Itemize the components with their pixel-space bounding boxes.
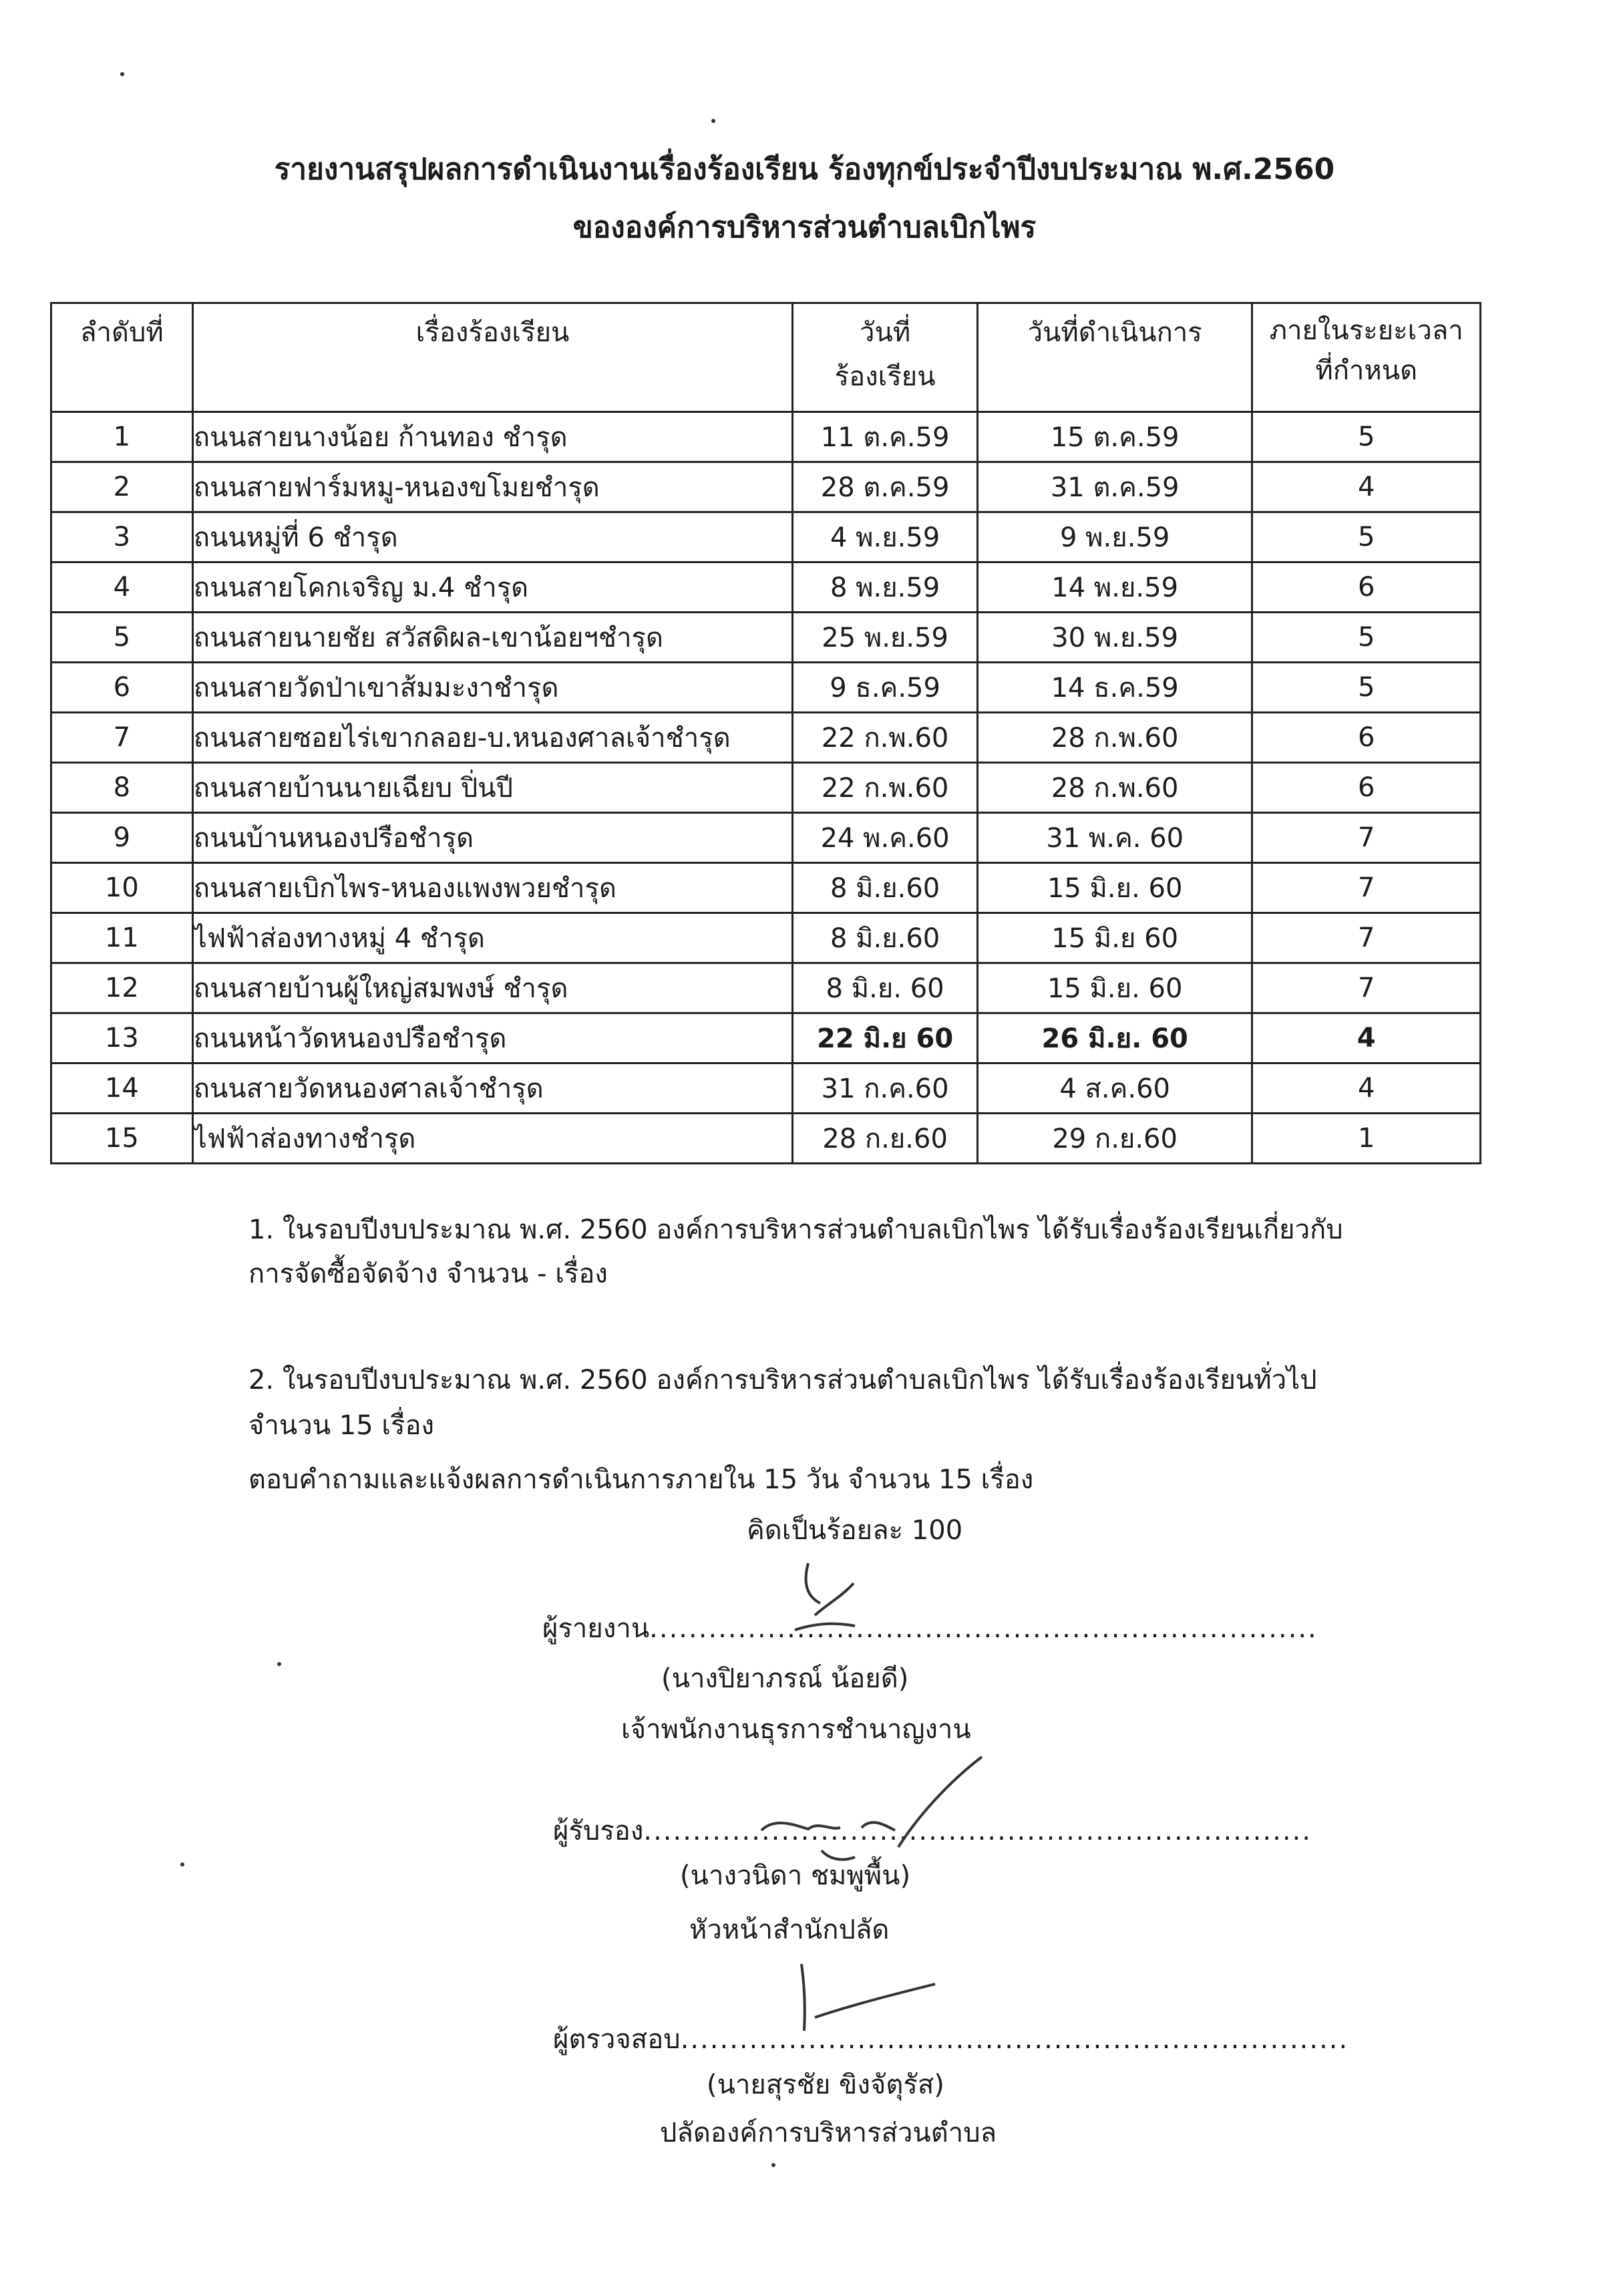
summary-1-line-2: การจัดซื้อจัดจ้าง จำนวน - เรื่อง [248, 1259, 608, 1289]
reporter-name: (นางปิยาภรณ์ น้อยดี) [661, 1663, 909, 1694]
complaint-date: 28 ต.ค.59 [793, 462, 978, 512]
table-row [51, 713, 1481, 763]
complaint-date: 8 มิ.ย.60 [793, 913, 978, 963]
action-date: 9 พ.ย.59 [977, 512, 1252, 562]
row-number: 10 [51, 863, 193, 913]
summary-2-line-2: จำนวน 15 เรื่อง [248, 1410, 435, 1441]
header-complaint-date-line2: ร้องเรียน [834, 361, 936, 392]
inspector-signature-scribble [788, 1957, 948, 2044]
certifier-name: (นางวนิดา ชมพูพื้น) [680, 1860, 911, 1891]
table-row [51, 1114, 1481, 1164]
complaint-date: 22 ก.พ.60 [793, 763, 978, 813]
complaint-date: 25 พ.ย.59 [793, 613, 978, 663]
complaint-subject: ถนนสายบ้านนายเฉียบ ปิ่นปี [192, 763, 792, 813]
row-number: 14 [51, 1063, 193, 1114]
action-date: 29 ก.ย.60 [977, 1114, 1252, 1164]
table-header-row [51, 303, 1481, 412]
report-subtitle: ขององค์การบริหารส่วนตำบลเบิกไพร [572, 210, 1037, 244]
days-taken: 7 [1252, 863, 1481, 913]
row-number: 5 [51, 613, 193, 663]
complaint-subject: ถนนสายฟาร์มหมู-หนองขโมยชำรุด [192, 462, 792, 512]
action-date: 14 พ.ย.59 [977, 562, 1252, 613]
row-number: 4 [51, 562, 193, 613]
table-row [51, 562, 1481, 613]
table-row [51, 412, 1481, 462]
header-action-date: วันที่ดำเนินการ [977, 303, 1252, 412]
days-taken: 5 [1252, 412, 1481, 462]
report-title: รายงานสรุปผลการดำเนินงานเรื่องร้องเรียน ร้องทุกข์ประจำปีงบประมาณ พ.ศ.2560 [274, 152, 1335, 186]
row-number: 8 [51, 763, 193, 813]
row-number: 12 [51, 963, 193, 1013]
days-taken: 5 [1252, 663, 1481, 713]
days-taken: 5 [1252, 613, 1481, 663]
scan-speck [180, 1862, 184, 1866]
table-row [51, 1063, 1481, 1114]
row-number: 3 [51, 512, 193, 562]
complaint-subject: ถนนสายวัดหนองศาลเจ้าชำรุด [192, 1063, 792, 1114]
action-date: 14 ธ.ค.59 [977, 663, 1252, 713]
action-date: 15 ต.ค.59 [977, 412, 1252, 462]
complaint-subject: ถนนหมู่ที่ 6 ชำรุด [192, 512, 792, 562]
table-row [51, 462, 1481, 512]
header-no: ลำดับที่ [51, 303, 193, 412]
header-subject: เรื่องร้องเรียน [192, 303, 792, 412]
complaint-subject: ถนนสายโคกเจริญ ม.4 ชำรุด [192, 562, 792, 613]
complaint-subject: ไฟฟ้าส่องทางหมู่ 4 ชำรุด [192, 913, 792, 963]
scan-speck [277, 1662, 281, 1666]
days-taken: 7 [1252, 813, 1481, 863]
table-row [51, 813, 1481, 863]
row-number: 2 [51, 462, 193, 512]
table-row [51, 963, 1481, 1013]
header-complaint-date-line1: วันที่ [860, 317, 911, 348]
action-date: 31 พ.ค. 60 [977, 813, 1252, 863]
action-date: 31 ต.ค.59 [977, 462, 1252, 512]
complaint-subject: ถนนสายซอยไร่เขากลอย-บ.หนองศาลเจ้าชำรุด [192, 713, 792, 763]
inspector-position: ปลัดองค์การบริหารส่วนตำบล [660, 2118, 997, 2148]
days-taken: 4 [1252, 1013, 1481, 1063]
header-time-limit [1252, 303, 1481, 412]
complaint-date: 22 ก.พ.60 [793, 713, 978, 763]
reporter-signature-line [542, 1607, 1318, 1649]
header-complaint-date [793, 303, 978, 412]
table-row [51, 1013, 1481, 1063]
dotted-line: .................................................................... [680, 2024, 1349, 2055]
complaint-date: 8 พ.ย.59 [793, 562, 978, 613]
complaint-subject: ถนนสายบ้านผู้ใหญ่สมพงษ์ ชำรุด [192, 963, 792, 1013]
summary-1-line-1: 1. ในรอบปีงบประมาณ พ.ศ. 2560 องค์การบริหารส่วนตำบลเบิกไพร ได้รับเรื่องร้องเรียนเกี่ยวกับ [248, 1214, 1343, 1245]
days-taken: 6 [1252, 713, 1481, 763]
dotted-line: .................................................................... [649, 1613, 1318, 1644]
complaint-date: 24 พ.ค.60 [793, 813, 978, 863]
inspector-name: (นายสุรชัย ขิงจัตุรัส) [707, 2070, 944, 2100]
days-taken: 7 [1252, 913, 1481, 963]
action-date: 28 ก.พ.60 [977, 763, 1252, 813]
reporter-label: ผู้รายงาน [542, 1613, 650, 1644]
reporter-signature-scribble [768, 1556, 902, 1650]
days-taken: 4 [1252, 462, 1481, 512]
action-date: 15 มิ.ย. 60 [977, 963, 1252, 1013]
summary-2-line-1: 2. ในรอบปีงบประมาณ พ.ศ. 2560 องค์การบริหารส่วนตำบลเบิกไพร ได้รับเรื่องร้องเรียนทั่วไป [248, 1365, 1317, 1396]
days-taken: 6 [1252, 763, 1481, 813]
summary-2-line-3: ตอบคำถามและแจ้งผลการดำเนินการภายใน 15 วัน จำนวน 15 เรื่อง [248, 1464, 1034, 1495]
inspector-label: ผู้ตรวจสอบ [553, 2024, 681, 2055]
dotted-line: .................................................................... [643, 1816, 1312, 1846]
complaint-subject: ถนนสายวัดป่าเขาส้มมะงาชำรุด [192, 663, 792, 713]
action-date: 30 พ.ย.59 [977, 613, 1252, 663]
certifier-signature-scribble [755, 1750, 995, 1877]
header-time-limit-line2: ที่กำหนด [1315, 355, 1418, 386]
days-taken: 1 [1252, 1114, 1481, 1164]
scan-speck [120, 72, 124, 76]
table-row [51, 863, 1481, 913]
complaint-date: 8 มิ.ย.60 [793, 863, 978, 913]
complaint-subject: ถนนสายนายชัย สวัสดิผล-เขาน้อยฯชำรุด [192, 613, 792, 663]
header-time-limit-line1: ภายในระยะเวลา [1269, 315, 1463, 346]
complaint-date: 31 ก.ค.60 [793, 1063, 978, 1114]
table-row [51, 763, 1481, 813]
complaint-subject: ถนนสายนางน้อย ก้านทอง ชำรุด [192, 412, 792, 462]
action-date: 4 ส.ค.60 [977, 1063, 1252, 1114]
complaint-subject: ถนนหน้าวัดหนองปรือชำรุด [192, 1013, 792, 1063]
scan-speck [771, 2163, 775, 2167]
certifier-position: หัวหน้าสำนักปลัด [689, 1915, 890, 1945]
row-number: 6 [51, 663, 193, 713]
complaint-subject: ถนนสายเบิกไพร-หนองแพงพวยชำรุด [192, 863, 792, 913]
reporter-position: เจ้าพนักงานธุรการชำนาญงาน [621, 1714, 971, 1745]
days-taken: 6 [1252, 562, 1481, 613]
certifier-label: ผู้รับรอง [553, 1816, 644, 1846]
action-date: 15 มิ.ย. 60 [977, 863, 1252, 913]
table-row [51, 512, 1481, 562]
days-taken: 5 [1252, 512, 1481, 562]
complaints-table [50, 302, 1481, 1164]
table-row [51, 613, 1481, 663]
inspector-signature-line [553, 2017, 1349, 2060]
complaint-date: 22 มิ.ย 60 [793, 1013, 978, 1063]
complaint-date: 4 พ.ย.59 [793, 512, 978, 562]
row-number: 15 [51, 1114, 193, 1164]
row-number: 9 [51, 813, 193, 863]
row-number: 11 [51, 913, 193, 963]
table-row [51, 913, 1481, 963]
scan-speck [711, 119, 715, 123]
complaint-date: 8 มิ.ย. 60 [793, 963, 978, 1013]
row-number: 13 [51, 1013, 193, 1063]
complaint-date: 11 ต.ค.59 [793, 412, 978, 462]
action-date: 28 ก.พ.60 [977, 713, 1252, 763]
table-body [51, 412, 1481, 1164]
summary-2-percentage: คิดเป็นร้อยละ 100 [747, 1515, 963, 1546]
action-date: 15 มิ.ย 60 [977, 913, 1252, 963]
complaint-date: 9 ธ.ค.59 [793, 663, 978, 713]
days-taken: 7 [1252, 963, 1481, 1013]
complaint-subject: ถนนบ้านหนองปรือชำรุด [192, 813, 792, 863]
complaint-subject: ไฟฟ้าส่องทางชำรุด [192, 1114, 792, 1164]
row-number: 7 [51, 713, 193, 763]
row-number: 1 [51, 412, 193, 462]
days-taken: 4 [1252, 1063, 1481, 1114]
table-row [51, 663, 1481, 713]
complaint-date: 28 ก.ย.60 [793, 1114, 978, 1164]
action-date: 26 มิ.ย. 60 [977, 1013, 1252, 1063]
